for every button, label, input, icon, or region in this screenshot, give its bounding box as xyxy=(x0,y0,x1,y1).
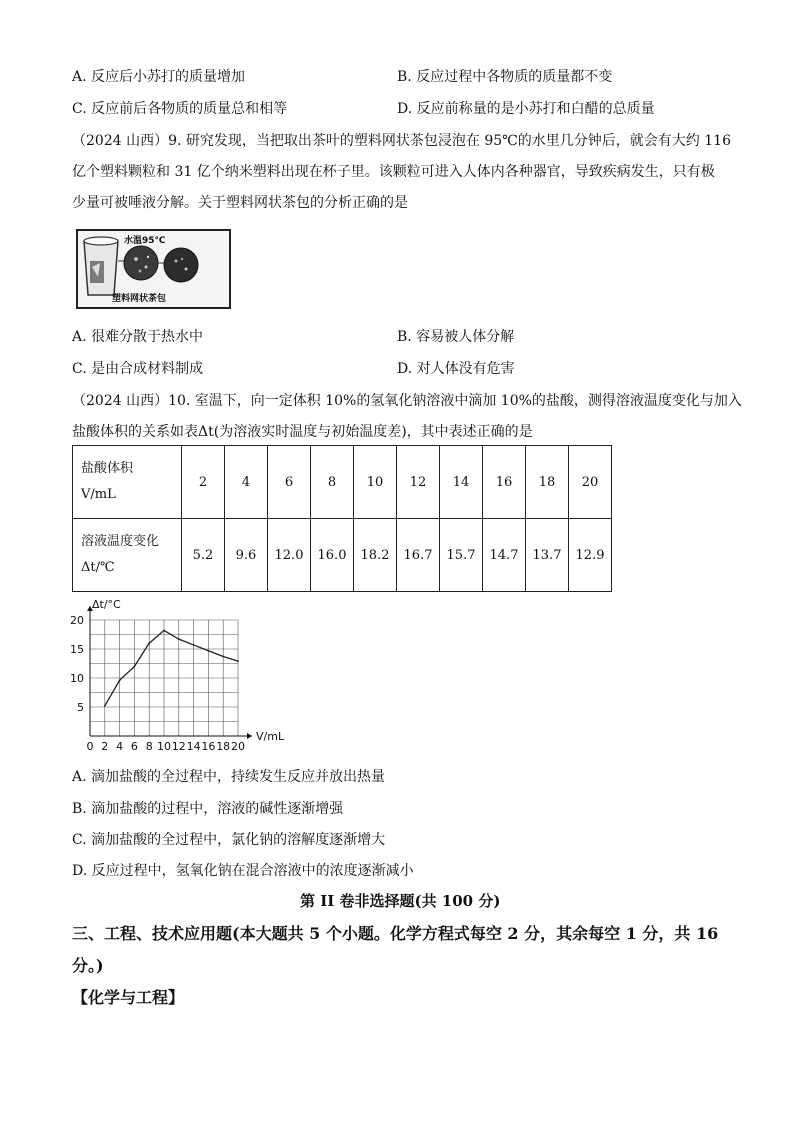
temperature-cell: 18.2 xyxy=(354,519,397,592)
q8-option-c: C. 反应前后各物质的质量总和相等 xyxy=(72,101,288,117)
teabag-illustration xyxy=(78,231,229,307)
x-tick-label: 0 xyxy=(86,740,94,752)
temperature-cell: 5.2 xyxy=(182,519,225,592)
q10-stem-line2: 盐酸体积的关系如表Δt(为溶液实时温度与初始温度差)，其中表述正确的是 xyxy=(72,424,533,440)
temperature-cell: 12.9 xyxy=(569,519,612,592)
table-row-temperature xyxy=(73,519,612,592)
x-axis-arrow xyxy=(247,733,252,739)
y-tick-label: 15 xyxy=(70,643,84,656)
temperature-header-cell xyxy=(73,519,182,592)
y-axis-label: Δt/°C xyxy=(92,598,121,611)
x-tick-label: 20 xyxy=(231,740,245,752)
temperature-cell: 9.6 xyxy=(225,519,268,592)
part-3-heading-line1: 三、工程、技术应用题(本大题共 5 个小题。化学方程式每空 2 分，其余每空 1 分，共 16 xyxy=(72,924,719,943)
q9-option-b: B. 容易被人体分解 xyxy=(397,329,515,345)
table-row-volume xyxy=(73,446,612,519)
temperature-cell: 15.7 xyxy=(440,519,483,592)
teabag-label: 塑料网状茶包 xyxy=(112,294,167,304)
volume-cell: 4 xyxy=(225,446,268,519)
part-3-heading-line2: 分。) xyxy=(72,956,104,975)
q9-stem-line2: 亿个塑料颗粒和 31 亿个纳米塑料出现在杯子里。该颗粒可进入人体内各种器官，导致疾病发生，只有极 xyxy=(72,164,715,180)
x-tick-label: 10 xyxy=(157,740,171,752)
data-point xyxy=(222,656,224,658)
volume-cell: 16 xyxy=(483,446,526,519)
q8-option-b: B. 反应过程中各物质的质量都不变 xyxy=(397,69,613,85)
teabag-photo xyxy=(76,229,231,309)
q10-stem-line1: （2024 山西）10. 室温下，向一定体积 10%的氢氧化钠溶液中滴加 10%的盐酸，测得溶液温度变化与加入 xyxy=(72,393,742,409)
data-point xyxy=(163,630,165,632)
volume-header-unit: V/mL xyxy=(81,487,116,502)
volume-cell: 20 xyxy=(569,446,612,519)
x-tick-label: 4 xyxy=(116,740,124,752)
q10-option-a: A. 滴加盐酸的全过程中，持续发生反应并放出热量 xyxy=(72,769,386,785)
data-point xyxy=(134,666,136,668)
x-tick-label: 16 xyxy=(201,740,216,752)
x-axis-label: V/mL xyxy=(256,730,285,743)
x-tick-label: 6 xyxy=(130,740,138,752)
volume-cell: 10 xyxy=(354,446,397,519)
volume-cell: 14 xyxy=(440,446,483,519)
temperature-series-line xyxy=(105,630,238,705)
data-point xyxy=(148,642,150,644)
q10-option-d: D. 反应过程中，氢氧化钠在混合溶液中的浓度逐渐减小 xyxy=(72,863,414,879)
q9-option-a: A. 很难分散于热水中 xyxy=(72,329,204,345)
q9-stem-line1: （2024 山西）9. 研究发现，当把取出茶叶的塑料网状茶包浸泡在 95℃的水里几分钟后，就会有大约 116 xyxy=(72,133,731,149)
q9-option-c: C. 是由合成材料制成 xyxy=(72,361,204,377)
section-2-title: 第 II 卷非选择题(共 100 分) xyxy=(300,892,501,910)
y-tick-label: 5 xyxy=(77,701,84,714)
q8-option-a: A. 反应后小苏打的质量增加 xyxy=(72,69,246,85)
data-point xyxy=(104,705,106,707)
temperature-header-label: 溶液温度变化 xyxy=(81,534,160,549)
x-tick-label: 18 xyxy=(216,740,231,752)
q8-option-d: D. 反应前称量的是小苏打和白醋的总质量 xyxy=(397,101,655,117)
temperature-header-unit: Δt/℃ xyxy=(81,560,115,575)
temperature-cell: 16.7 xyxy=(397,519,440,592)
q9-option-d: D. 对人体没有危害 xyxy=(397,361,515,377)
data-point xyxy=(237,660,239,662)
temperature-cell: 14.7 xyxy=(483,519,526,592)
subsection-heading: 【化学与工程】 xyxy=(72,988,185,1007)
temperature-cell: 16.0 xyxy=(311,519,354,592)
x-tick-label: 8 xyxy=(145,740,153,752)
temperature-change-chart xyxy=(66,596,306,752)
volume-cell: 18 xyxy=(526,446,569,519)
q10-option-c: C. 滴加盐酸的全过程中，氯化钠的溶解度逐渐增大 xyxy=(72,832,386,848)
water-temp-label: 水温95℃ xyxy=(124,236,166,246)
x-tick-label: 14 xyxy=(186,740,201,752)
volume-temperature-table xyxy=(72,445,612,592)
volume-header-label: 盐酸体积 xyxy=(81,461,134,476)
y-tick-label: 10 xyxy=(70,672,84,685)
temperature-cell: 13.7 xyxy=(526,519,569,592)
x-tick-label: 2 xyxy=(101,740,109,752)
data-point xyxy=(119,679,121,681)
data-point xyxy=(193,644,195,646)
volume-cell: 8 xyxy=(311,446,354,519)
y-tick-label: 20 xyxy=(70,614,84,627)
volume-cell: 12 xyxy=(397,446,440,519)
q10-option-b: B. 滴加盐酸的过程中，溶液的碱性逐渐增强 xyxy=(72,801,344,817)
volume-cell: 6 xyxy=(268,446,311,519)
q9-stem-line3: 少量可被唾液分解。关于塑料网状茶包的分析正确的是 xyxy=(72,195,408,211)
x-tick-label: 12 xyxy=(171,740,186,752)
volume-cell: 2 xyxy=(182,446,225,519)
data-point xyxy=(208,650,210,652)
data-point xyxy=(178,638,180,640)
temperature-cell: 12.0 xyxy=(268,519,311,592)
volume-header-cell xyxy=(73,446,182,519)
